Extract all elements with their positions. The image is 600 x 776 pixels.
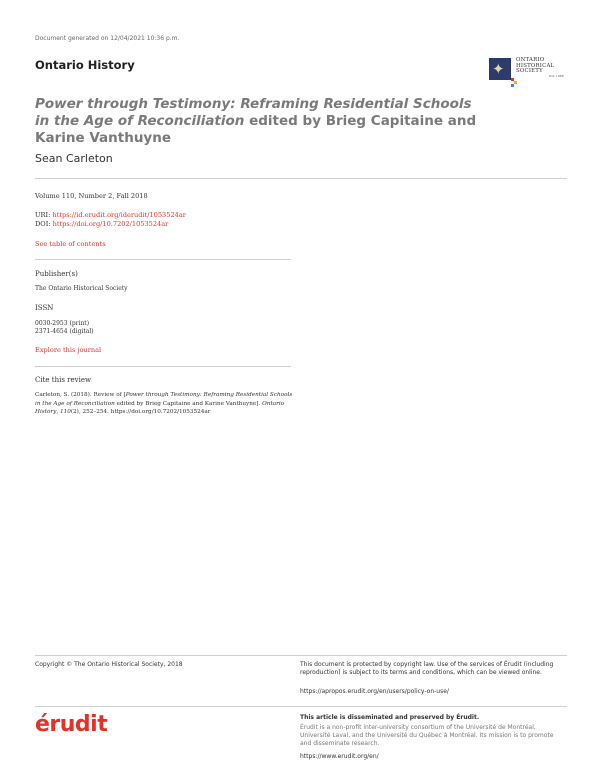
divider-top	[35, 178, 567, 179]
doi-line: DOI: https://doi.org/10.7202/1053524ar	[35, 220, 169, 228]
doi-link[interactable]: https://doi.org/10.7202/1053524ar	[52, 220, 169, 228]
publisher-name: The Ontario Historical Society	[35, 285, 128, 292]
author-name: Sean Carleton	[35, 152, 113, 165]
rights-text: This document is protected by copyright law. Use of the services of Érudit (including reproduction) is subject to its terms and conditions, which can be viewed online.	[300, 661, 554, 676]
divider-2	[35, 366, 291, 367]
cite-label: Cite this review	[35, 376, 91, 384]
copyright: Copyright © The Ontario Historical Society, 2018	[35, 661, 183, 668]
divider-1	[35, 259, 291, 260]
citation: Carleton, S. (2018). Review of [Power through Testimony: Reframing Residential Schools in the Age of Reconciliation edited by Brieg Capitaine and Karine Vanthuyne]. Ontario History, 110(2), 252–254. https://doi.org/10.7202/1053524ar	[35, 392, 293, 415]
issn-print: 0030-2953 (print)	[35, 320, 90, 327]
ontario-historical-society-logo	[489, 58, 567, 82]
dissemination-title: This article is disseminated and preserved by Érudit.	[300, 714, 480, 721]
divider-footer	[35, 655, 567, 656]
logo-square-orange	[514, 81, 517, 84]
publisher-label: Publisher(s)	[35, 270, 78, 278]
logo-emblem	[489, 58, 511, 80]
logo-est: Est. 1888	[549, 74, 564, 78]
erudit-logo: érudit	[35, 712, 108, 737]
uri-link[interactable]: https://id.erudit.org/iderudit/1053524ar	[52, 211, 186, 219]
volume-info: Volume 110, Number 2, Fall 2018	[35, 192, 148, 200]
generated-date: Document generated on 12/04/2021 10:36 p.m.	[35, 35, 180, 42]
explore-journal-link[interactable]: Explore this journal	[35, 346, 102, 354]
issn-digital: 2371-4654 (digital)	[35, 328, 94, 335]
star-icon: ✦	[492, 60, 505, 78]
logo-square-blue	[511, 84, 514, 87]
erudit-link[interactable]: https://www.erudit.org/en/	[300, 753, 379, 760]
rights-link[interactable]: https://apropos.erudit.org/en/users/policy-on-use/	[300, 688, 449, 695]
divider-bottom	[35, 706, 567, 707]
issn-label: ISSN	[35, 304, 54, 312]
table-of-contents-link[interactable]: See table of contents	[35, 240, 106, 248]
uri-line: URI: https://id.erudit.org/iderudit/1053524ar	[35, 211, 186, 219]
article-title: Power through Testimony: Reframing Residential Schools in the Age of Reconciliation edited by Brieg Capitaine and Karine Vanthuyne	[35, 96, 477, 146]
dissemination-text: Érudit is a non-profit inter-university consortium of the Université de Montréal, Université Laval, and the Université du Québec à Montréal. Its mission is to promote and disseminate research.	[300, 724, 554, 747]
journal-title: Ontario History	[35, 58, 135, 72]
logo-wordmark: ONTARIO HISTORICAL SOCIETY	[516, 57, 555, 75]
